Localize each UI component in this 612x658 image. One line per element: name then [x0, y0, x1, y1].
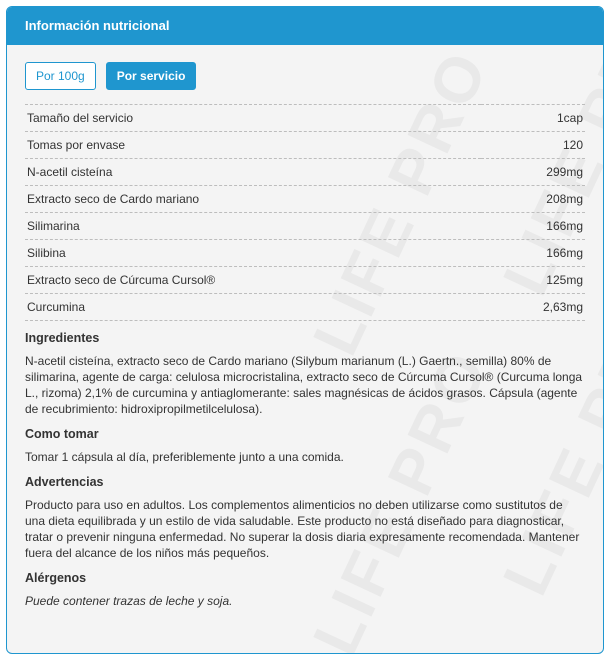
ingredients-section [25, 331, 585, 417]
table-row [25, 132, 585, 159]
table-row [25, 186, 585, 213]
nutrient-value: 299mg [481, 159, 585, 186]
ingredients-text: N-acetil cisteína, extracto seco de Cardo mariano (Silybum marianum (L.) Gaertn., semilla) 80% de silimarina, agente de carga: celulosa microcristalina, extracto seco de Cúrcuma Cursol® (Curcuma longa L., rizoma) 2,1% de curcumina y antiaglomerante: sales magnésicas de ácidos grasos. Cápsula (agente de recubrimiento: hidroxipropilmetilcelulosa). [25, 354, 583, 416]
nutrient-label: Tomas por envase [25, 132, 481, 159]
per-100g-button[interactable]: Por 100g [25, 62, 96, 90]
nutrient-label: Extracto seco de Cúrcuma Cursol® [25, 267, 481, 294]
nutrient-label: Tamaño del servicio [25, 105, 481, 132]
nutrient-value: 1cap [481, 105, 585, 132]
allergens-heading: Alérgenos [25, 571, 87, 585]
allergens-section [25, 571, 585, 609]
panel-title: Información nutricional [7, 7, 603, 45]
usage-text: Tomar 1 cápsula al día, preferiblemente junto a una comida. [25, 450, 344, 464]
nutrition-table [25, 104, 585, 321]
allergens-text: Puede contener trazas de leche y soja. [25, 594, 233, 608]
warnings-section [25, 475, 585, 561]
nutrient-label: Extracto seco de Cardo mariano [25, 186, 481, 213]
table-row [25, 267, 585, 294]
nutrient-value: 166mg [481, 213, 585, 240]
table-row [25, 159, 585, 186]
nutrient-label: Silibina [25, 240, 481, 267]
nutrient-label: N-acetil cisteína [25, 159, 481, 186]
nutrient-label: Curcumina [25, 294, 481, 321]
unit-toggle [25, 62, 585, 90]
table-row [25, 294, 585, 321]
usage-heading: Como tomar [25, 427, 99, 441]
warnings-heading: Advertencias [25, 475, 104, 489]
usage-section [25, 427, 585, 465]
panel-body [7, 45, 603, 609]
nutrient-value: 120 [481, 132, 585, 159]
nutrient-value: 208mg [481, 186, 585, 213]
nutrient-label: Silimarina [25, 213, 481, 240]
nutrient-value: 2,63mg [481, 294, 585, 321]
ingredients-heading: Ingredientes [25, 331, 100, 345]
table-row [25, 213, 585, 240]
nutrition-panel [6, 6, 604, 654]
nutrient-value: 166mg [481, 240, 585, 267]
warnings-text: Producto para uso en adultos. Los complementos alimenticios no deben utilizarse como sustitutos de una dieta equilibrada y un estilo de vida saludable. Este producto no está diseñado para diagnosticar, tratar o prevenir ninguna enfermedad. No superar la dosis diaria expresamente recomendada. Mantener fuera del alcance de los niños más pequeños. [25, 498, 580, 560]
per-serving-button[interactable]: Por servicio [106, 62, 197, 90]
nutrient-value: 125mg [481, 267, 585, 294]
table-row [25, 240, 585, 267]
table-row [25, 105, 585, 132]
